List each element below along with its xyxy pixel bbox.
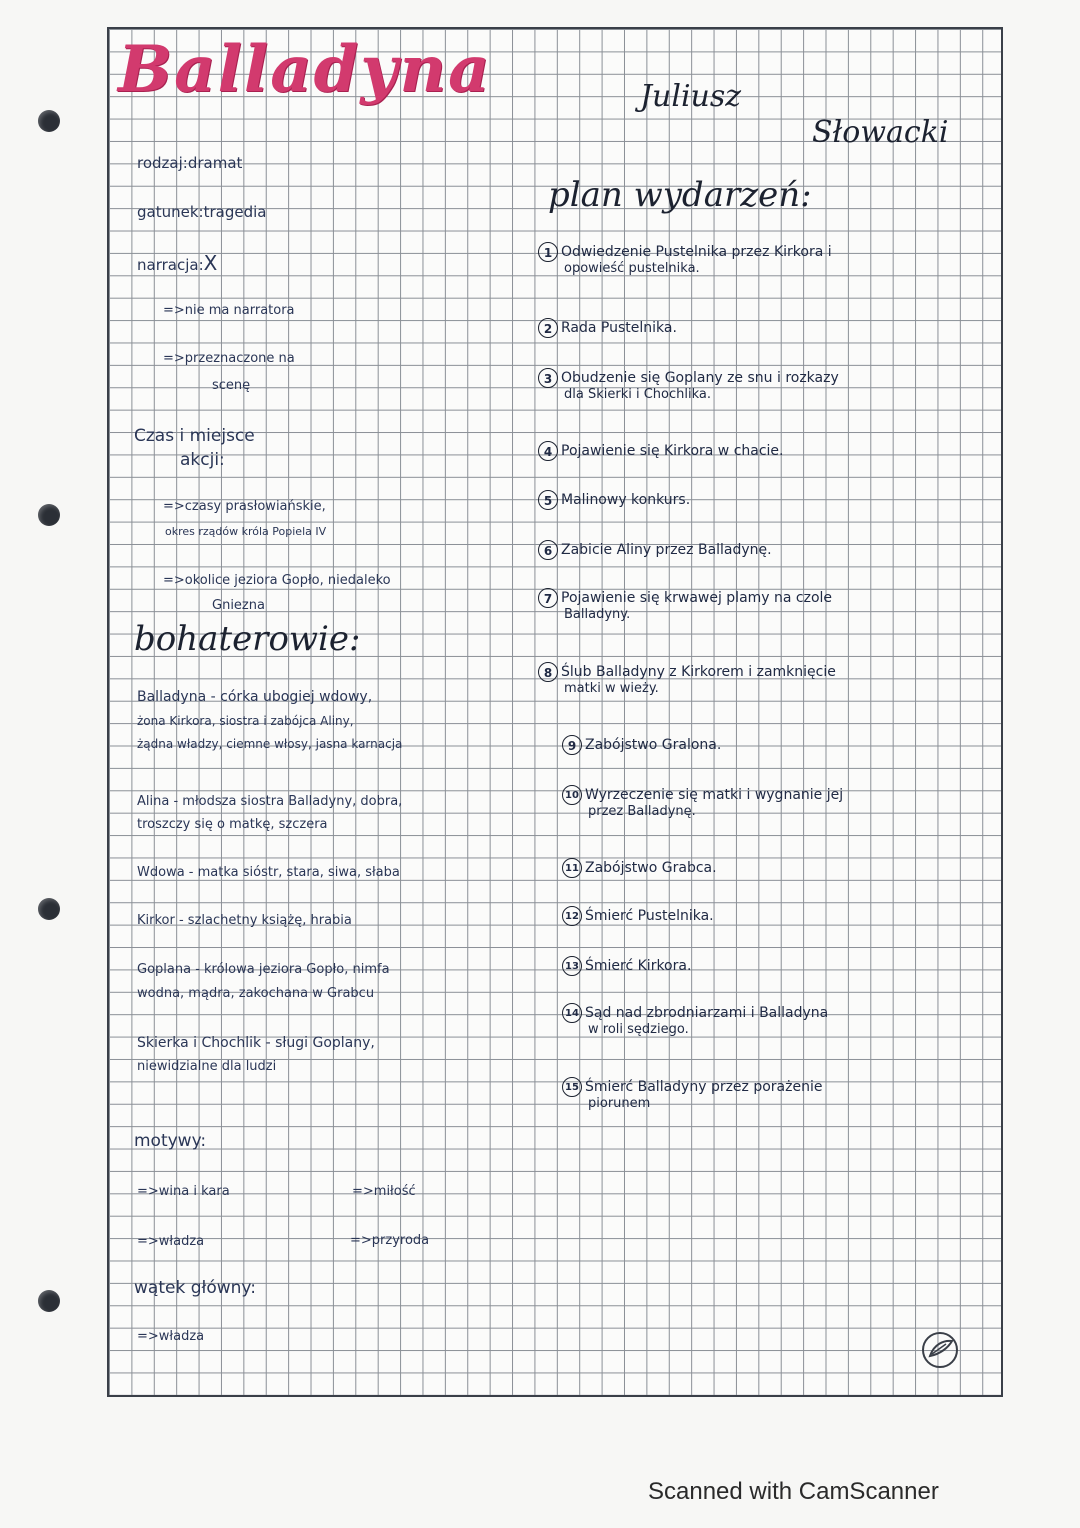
binder-hole [38, 110, 60, 132]
event-text: Zabicie Aliny przez Balladynę. [561, 542, 772, 558]
event-text: Pojawienie się Kirkora w chacie. [561, 443, 784, 459]
binder-hole [38, 898, 60, 920]
character-kirkor: Kirkor - szlachetny książę, hrabia [137, 913, 352, 928]
character-alina-line1: Alina - młodsza siostra Balladyny, dobra, [137, 794, 403, 809]
motyw-milosc: =>miłość [352, 1184, 416, 1199]
binder-hole [38, 1290, 60, 1312]
event-number: 6 [538, 540, 558, 560]
event-number: 4 [538, 441, 558, 461]
character-balladyna-line1: Balladyna - córka ubogiej wdowy, [137, 689, 373, 705]
bohaterowie-heading: bohaterowie: [134, 619, 361, 659]
event-number: 8 [538, 662, 558, 682]
event-item [562, 1077, 822, 1112]
event-number: 11 [562, 858, 582, 878]
event-text: Malinowy konkurs. [561, 492, 691, 508]
narracja-key: narracja: [137, 256, 204, 274]
rodzaj-key: rodzaj: [137, 154, 188, 172]
gatunek-value: tragedia [203, 203, 267, 221]
event-text: Śmierć Pustelnika. [585, 908, 714, 924]
character-skierka-line1: Skierka i Chochlik - sługi Goplany, [137, 1035, 375, 1051]
event-number: 7 [538, 588, 558, 608]
event-item [562, 906, 714, 926]
event-item [538, 588, 832, 623]
motywy-heading: motywy: [134, 1131, 207, 1151]
event-item [538, 368, 839, 403]
event-text-cont: w roli sędziego. [588, 1022, 689, 1037]
event-item [538, 662, 836, 697]
event-item [538, 242, 832, 277]
event-text: Śmierć Balladyny przez porażenie [585, 1079, 823, 1095]
event-text: Zabójstwo Gralona. [585, 737, 722, 753]
character-goplana-line2: wodna, mądra, zakochana w Grabcu [137, 986, 375, 1001]
narracja-value: X [203, 251, 218, 275]
page-title: Balladyna [118, 32, 492, 107]
event-text-cont: matki w wieży. [564, 681, 659, 696]
czas-heading-a: Czas i miejsce [134, 426, 255, 446]
czas-heading-b: akcji: [180, 450, 225, 470]
czas-note-1b: okres rządów króla Popiela IV [165, 525, 327, 538]
gatunek-label [137, 205, 266, 220]
binder-hole [38, 504, 60, 526]
event-item [538, 490, 690, 510]
event-text-cont: opowieść pustelnika. [564, 261, 700, 276]
event-number: 1 [538, 242, 558, 262]
event-text: Pojawienie się krwawej plamy na czole [561, 590, 833, 606]
event-item [538, 441, 784, 461]
event-text: Sąd nad zbrodniarzami i Balladyna [585, 1005, 829, 1021]
narracja-note-2a: =>przeznaczone na [163, 351, 295, 366]
event-number: 3 [538, 368, 558, 388]
plan-heading: plan wydarzeń: [548, 175, 812, 215]
event-number: 2 [538, 318, 558, 338]
character-goplana-line1: Goplana - królowa jeziora Gopło, nimfa [137, 962, 390, 977]
feather-logo-icon [920, 1330, 960, 1370]
watek-heading: wątek główny: [134, 1278, 256, 1298]
scanner-footer: Scanned with CamScanner [648, 1478, 939, 1505]
motyw-wladza: =>władza [137, 1234, 205, 1249]
event-text-cont: przez Balladynę. [588, 804, 696, 819]
character-balladyna-line3: żądna władzy, ciemne włosy, jasna karnacja [137, 737, 403, 751]
event-item [562, 1003, 828, 1038]
grid-paper [107, 27, 1003, 1397]
event-number: 13 [562, 956, 582, 976]
event-text-cont: dla Skierki i Chochlika. [564, 387, 711, 402]
motyw-przyroda: =>przyroda [350, 1233, 430, 1248]
czas-note-2b: Gniezna [212, 598, 265, 613]
character-alina-line2: troszczy się o matkę, szczera [137, 817, 328, 832]
narracja-label [137, 253, 217, 273]
event-item [562, 956, 691, 976]
watek-item: =>władza [137, 1329, 205, 1344]
event-number: 14 [562, 1003, 582, 1023]
event-number: 10 [562, 785, 582, 805]
event-text: Odwiedzenie Pustelnika przez Kirkora i [561, 244, 832, 260]
event-number: 12 [562, 906, 582, 926]
rodzaj-label [137, 156, 242, 171]
rodzaj-value: dramat [187, 154, 243, 172]
event-text: Rada Pustelnika. [561, 320, 677, 336]
event-text-cont: piorunem [588, 1096, 651, 1111]
event-text-cont: Balladyny. [564, 607, 631, 622]
event-item [562, 785, 843, 820]
event-text: Wyrzeczenie się matki i wygnanie jej [585, 787, 844, 803]
event-item [538, 318, 677, 338]
event-number: 9 [562, 735, 582, 755]
character-wdowa: Wdowa - matka sióstr, stara, siwa, słaba [137, 865, 400, 880]
event-item [562, 735, 721, 755]
narracja-note-2b: scenę [212, 378, 251, 393]
czas-note-1a: =>czasy prasłowiańskie, [163, 499, 326, 514]
event-text: Obudzenie się Goplany ze snu i rozkazy [561, 370, 839, 386]
event-text: Ślub Balladyny z Kirkorem i zamknięcie [561, 664, 836, 680]
motyw-wina-i-kara: =>wina i kara [137, 1184, 230, 1199]
character-skierka-line2: niewidzialne dla ludzi [137, 1059, 277, 1074]
event-number: 15 [562, 1077, 582, 1097]
czas-note-2a: =>okolice jeziora Gopło, niedaleko [163, 573, 391, 588]
event-text: Zabójstwo Grabca. [585, 860, 717, 876]
event-text: Śmierć Kirkora. [585, 958, 692, 974]
event-item [562, 858, 717, 878]
author-first-name: Juliusz [640, 79, 742, 114]
author-last-name: Słowacki [812, 115, 949, 150]
narracja-note-1: =>nie ma narratora [163, 303, 295, 318]
event-number: 5 [538, 490, 558, 510]
event-item [538, 540, 772, 560]
character-balladyna-line2: żona Kirkora, siostra i zabójca Aliny, [137, 714, 354, 728]
gatunek-key: gatunek: [137, 203, 204, 221]
